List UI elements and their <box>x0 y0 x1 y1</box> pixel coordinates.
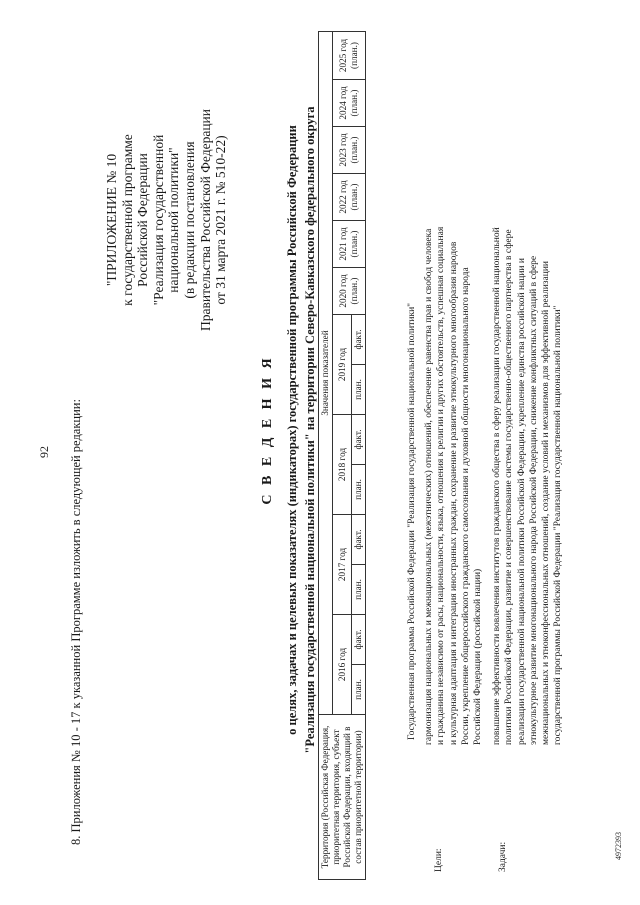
goals-text: гармонизация национальных и межнациональных (межэтнических) отношений, обеспечение равенства прав и свобод человека и гражданина независимо от расы, национальности, языка, отношения к религии и других обстоятельств, успешная социальная и культурная адаптация и интеграция иностранных граждан, сохранение и развитие этнокультурного многообразия народов России, укрепление общероссийского гражданского самосознания и духовной общности многонационального народа Российской Федерации (российской нации) <box>424 226 484 745</box>
appendix-line: "ПРИЛОЖЕНИЕ № 10 <box>104 153 119 287</box>
plan-subheader: план. <box>352 465 366 515</box>
doc-subtitle-1: о целях, задачах и целевых показателях (индикаторах) государственной программы Российской Федерации <box>285 125 299 735</box>
fact-subheader: факт. <box>352 515 366 565</box>
document-code: 4972393 <box>614 832 623 860</box>
appendix-line: к государственной программе <box>119 134 135 306</box>
future-year-header: 2020 год (план.) <box>333 268 366 315</box>
year-header: 2019 год <box>333 315 352 415</box>
territory-header: Территория (Российская Федерация, приоритетная территория, субъект Российской Федерации, входящий в состав приоритетной территории) <box>319 715 366 880</box>
year-header: 2018 год <box>333 415 352 515</box>
year-header: 2017 год <box>333 515 352 615</box>
appendix-line: национальной политики" <box>166 147 182 293</box>
doc-subtitle-2: "Реализация государственной национальной политики" на территории Северо-Кавказского федерального округа <box>303 106 317 754</box>
appendix-line: от 31 марта 2021 г. № 510-22) <box>213 135 229 305</box>
program-name: Государственная программа Российской Федерации "Реализация государственной национальной политики" <box>407 302 417 740</box>
indicator-table-wrap <box>318 35 404 880</box>
plan-subheader: план. <box>352 565 366 615</box>
future-year-header: 2022 год (план.) <box>333 174 366 221</box>
tasks-label: Задачи: <box>498 841 508 872</box>
doc-heading: С В Е Д Е Н И Я <box>260 355 275 505</box>
fact-subheader: факт. <box>352 315 366 365</box>
indicator-table <box>318 31 366 880</box>
appendix-line: "Реализация государственной <box>150 134 166 306</box>
year-header: 2016 год <box>333 615 352 715</box>
goals-label: Цели: <box>434 848 444 872</box>
appendix-line: (в редакции постановления <box>181 141 197 299</box>
page-number: 92 <box>37 446 51 458</box>
plan-subheader: план. <box>352 665 366 715</box>
plan-subheader: план. <box>352 365 366 415</box>
future-year-header: 2023 год (план.) <box>333 127 366 174</box>
fact-subheader: факт. <box>352 615 366 665</box>
appendix-block <box>104 100 229 340</box>
tasks-text: повышение эффективности вовлечения институтов гражданского общества в сферу реализации государственной национальной политики Российской Федерации, развитие и совершенствование системы государственно-общественного партнерства в сфере реализации государственной национальной политики Российской Федерации, укрепление единства российской нации и этнокультурное развитие многонационального народа Российской Федерации, снижение конфликтных ситуаций в сфере межнациональных и этноконфессиональных отношений, создание условий и механизмов для эффективной реализации государственной программы Российской Федерации "Реализация государственной национальной политики" <box>492 227 564 745</box>
future-year-header: 2021 год (план.) <box>333 221 366 268</box>
appendix-line: Правительства Российской Федерации <box>197 109 213 331</box>
amendment-line: 8. Приложения № 10 - 17 к указанной Программе изложить в следующей редакции: <box>69 399 83 845</box>
document-title <box>257 40 319 820</box>
appendix-line: Российской Федерации <box>135 153 151 287</box>
future-year-header: 2024 год (план.) <box>333 80 366 127</box>
values-header: Значения показателей <box>319 32 333 715</box>
future-year-header: 2025 год (план.) <box>333 32 366 80</box>
fact-subheader: факт. <box>352 415 366 465</box>
